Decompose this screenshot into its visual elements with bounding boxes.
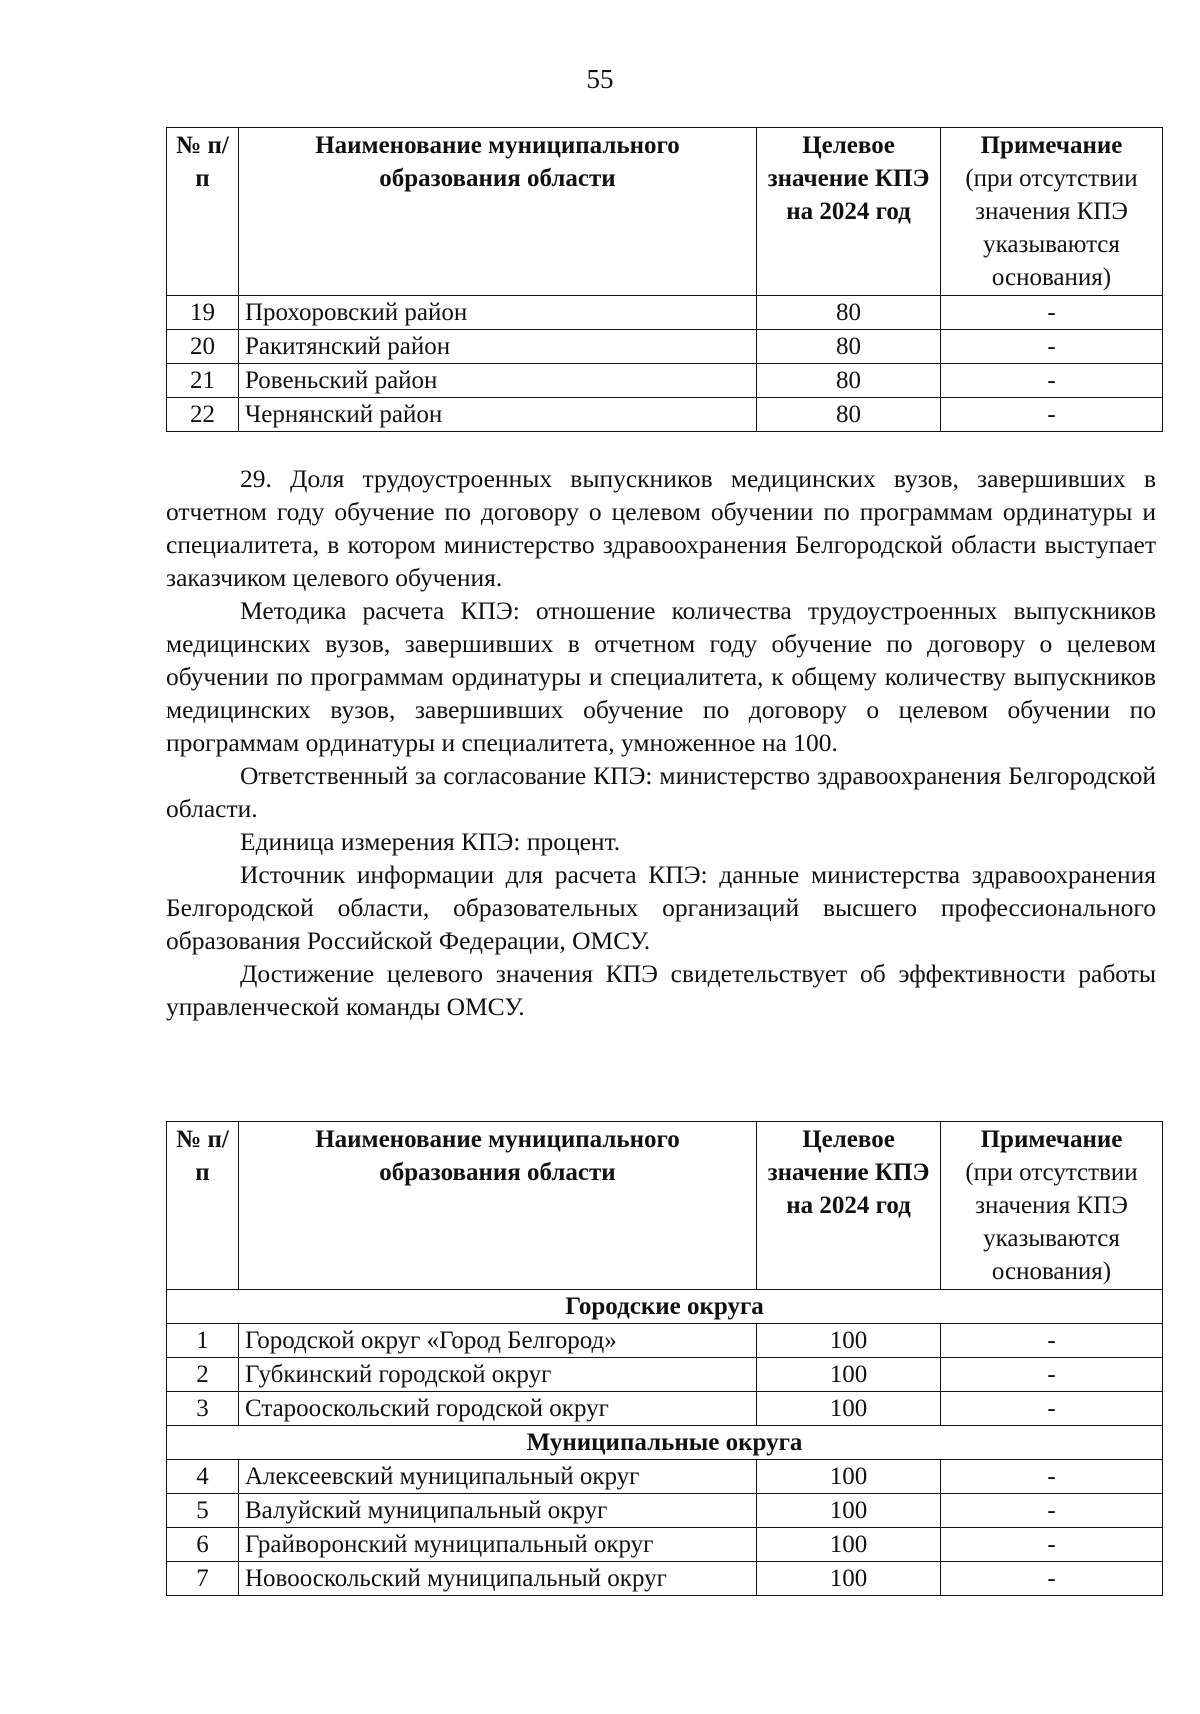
row-value: 100 — [757, 1392, 941, 1426]
row-note: - — [941, 1528, 1163, 1562]
table-row — [167, 364, 1163, 398]
header-note-title: Примечание — [980, 132, 1123, 159]
header-note-text: (при отсутствии значения КПЭ указываются основания) — [965, 1159, 1138, 1285]
table-header-row — [167, 128, 1163, 296]
row-name: Грайворонский муниципальный округ — [239, 1528, 757, 1562]
header-note — [941, 128, 1163, 296]
row-value: 100 — [757, 1460, 941, 1494]
row-name: Чернянский район — [239, 398, 757, 432]
row-num: 20 — [167, 330, 239, 364]
paragraph-method: Методика расчета КПЭ: отношение количества трудоустроенных выпускников медицинских вузов, завершивших в отчетном году обучение по договору о целевом обучении по программам ординатуры и специалитета, к общему количеству выпускников медицинских вузов, завершивших обучение по договору о целевом обучении по программам ординатуры и специалитета, умноженное на 100. — [166, 596, 1156, 757]
row-value: 80 — [757, 398, 941, 432]
table-header-row — [167, 1122, 1163, 1290]
group-title-city-districts: Городские округа — [167, 1290, 1163, 1324]
header-name: Наименование муниципального образования области — [239, 1122, 757, 1290]
row-value: 100 — [757, 1358, 941, 1392]
row-num: 22 — [167, 398, 239, 432]
table-row — [167, 1324, 1163, 1358]
row-value: 80 — [757, 330, 941, 364]
group-title-municipal-districts: Муниципальные округа — [167, 1426, 1163, 1460]
row-num: 6 — [167, 1528, 239, 1562]
row-note: - — [941, 1494, 1163, 1528]
paragraph-kpe-title: 29. Доля трудоустроенных выпускников медицинских вузов, завершивших в отчетном году обучение по договору о целевом обучении по программам ординатуры и специалитета, в котором министерство здравоохранения Белгородской области выступает заказчиком целевого обучения. — [166, 464, 1156, 592]
table-row — [167, 1494, 1163, 1528]
page-number: 55 — [586, 64, 614, 94]
row-num: 19 — [167, 296, 239, 330]
body-text — [166, 462, 1156, 1023]
row-num: 3 — [167, 1392, 239, 1426]
row-value: 100 — [757, 1324, 941, 1358]
row-note: - — [941, 1324, 1163, 1358]
row-num: 4 — [167, 1460, 239, 1494]
kpe-table-continued — [166, 127, 1163, 432]
row-value: 80 — [757, 364, 941, 398]
row-value: 80 — [757, 296, 941, 330]
row-num: 21 — [167, 364, 239, 398]
row-name: Ровеньский район — [239, 364, 757, 398]
row-note: - — [941, 330, 1163, 364]
row-value: 100 — [757, 1494, 941, 1528]
row-note: - — [941, 398, 1163, 432]
row-name: Алексеевский муниципальный округ — [239, 1460, 757, 1494]
table-row — [167, 1528, 1163, 1562]
row-value: 100 — [757, 1562, 941, 1596]
row-name: Новооскольский муниципальный округ — [239, 1562, 757, 1596]
header-note — [941, 1122, 1163, 1290]
header-note-text: (при отсутствии значения КПЭ указываются основания) — [965, 165, 1138, 291]
row-note: - — [941, 1562, 1163, 1596]
header-note-title: Примечание — [980, 1126, 1123, 1153]
row-name: Прохоровский район — [239, 296, 757, 330]
header-target: Целевое значение КПЭ на 2024 год — [757, 1122, 941, 1290]
table-row — [167, 1562, 1163, 1596]
header-num: № п/п — [167, 128, 239, 296]
table-row — [167, 296, 1163, 330]
row-note: - — [941, 364, 1163, 398]
row-num: 1 — [167, 1324, 239, 1358]
paragraph-unit: Единица измерения КПЭ: процент. — [240, 827, 621, 856]
row-value: 100 — [757, 1528, 941, 1562]
row-name: Валуйский муниципальный округ — [239, 1494, 757, 1528]
table-row — [167, 1358, 1163, 1392]
row-name: Старооскольский городской округ — [239, 1392, 757, 1426]
table-row — [167, 1460, 1163, 1494]
row-note: - — [941, 1358, 1163, 1392]
table-row — [167, 330, 1163, 364]
header-name: Наименование муниципального образования области — [239, 128, 757, 296]
row-name: Губкинский городской округ — [239, 1358, 757, 1392]
paragraph-responsible: Ответственный за согласование КПЭ: министерство здравоохранения Белгородской области. — [166, 761, 1156, 823]
group-row — [167, 1290, 1163, 1324]
header-target: Целевое значение КПЭ на 2024 год — [757, 128, 941, 296]
row-num: 2 — [167, 1358, 239, 1392]
row-num: 7 — [167, 1562, 239, 1596]
row-num: 5 — [167, 1494, 239, 1528]
paragraph-source: Источник информации для расчета КПЭ: данные министерства здравоохранения Белгородской области, образовательных организаций высшего профессионального образования Российской Федерации, ОМСУ. — [166, 860, 1156, 955]
row-note: - — [941, 1460, 1163, 1494]
header-num: № п/п — [167, 1122, 239, 1290]
row-name: Городской округ «Город Белгород» — [239, 1324, 757, 1358]
kpe-table-29 — [166, 1121, 1163, 1596]
paragraph-achievement: Достижение целевого значения КПЭ свидетельствует об эффективности работы управленческой команды ОМСУ. — [166, 959, 1156, 1021]
group-row — [167, 1426, 1163, 1460]
table-row — [167, 398, 1163, 432]
row-note: - — [941, 296, 1163, 330]
row-note: - — [941, 1392, 1163, 1426]
row-name: Ракитянский район — [239, 330, 757, 364]
table-row — [167, 1392, 1163, 1426]
